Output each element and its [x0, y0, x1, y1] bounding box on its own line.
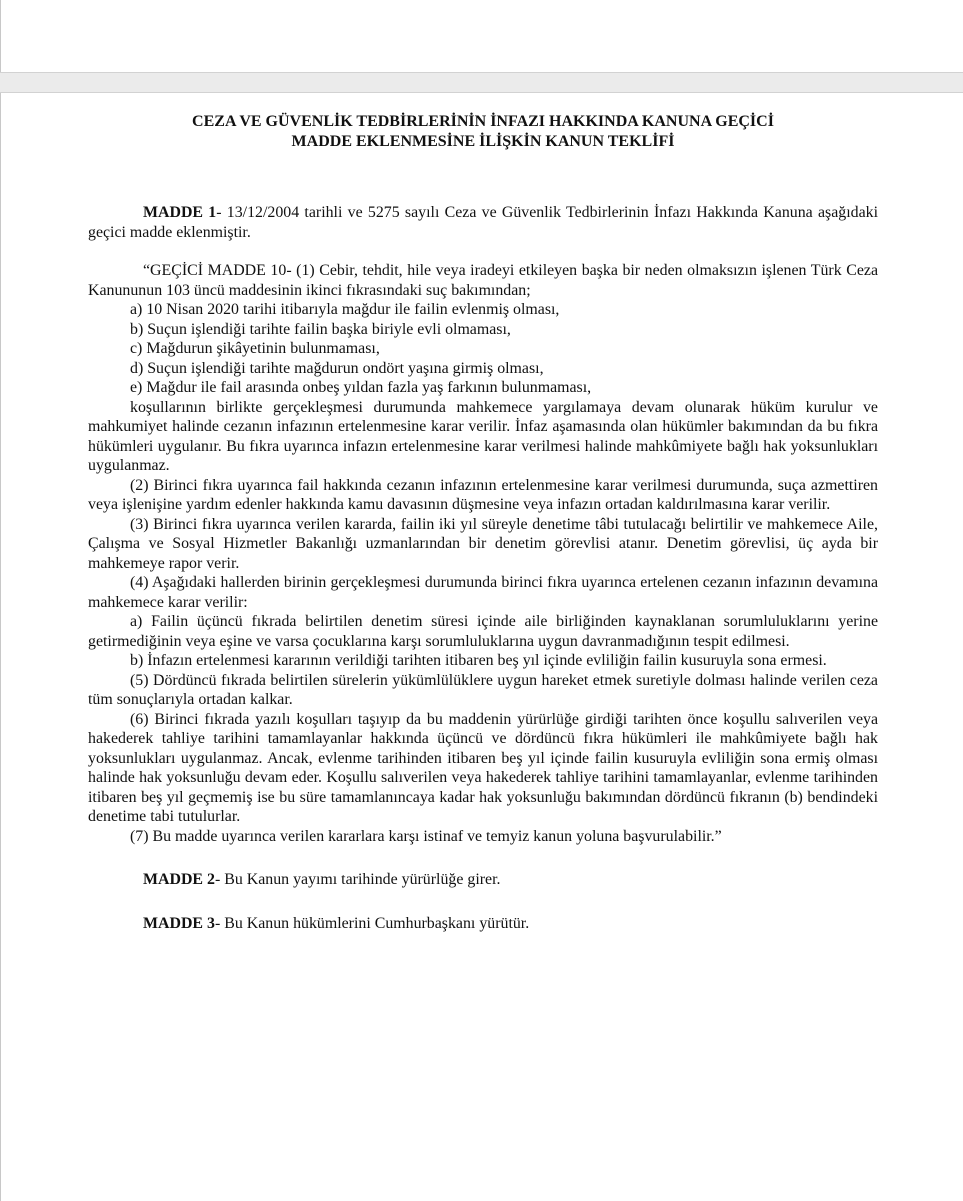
madde-1 — [88, 203, 878, 242]
document-title — [88, 112, 878, 152]
condition-c: c) Mağdurun şikâyetinin bulunmaması, — [130, 340, 380, 357]
madde-2 — [88, 870, 878, 890]
madde-1-text: - 13/12/2004 tarihli ve 5275 sayılı Ceza ve Güvenlik Tedbirlerinin İnfazı Hakkında Kanuna aşağıdaki geçici madde eklenmiştir. — [88, 204, 878, 241]
condition-d: d) Suçun işlendiği tarihte mağdurun ondört yaşına girmiş olması, — [130, 359, 544, 377]
paragraph-2: (2) Birinci fıkra uyarınca fail hakkında cezanın infazının ertelenmesine karar verilmesi durumunda, suça azmettiren veya işlenişine yardım edenler hakkında kamu davasının düşmesine veya infazın ortadan kaldırılmasına karar verilir. — [88, 476, 878, 513]
paragraph-1-rest: koşullarının birlikte gerçekleşmesi durumunda mahkemece yargılamaya devam olunarak hüküm kurulur ve mahkumiyet halinde cezanın infazının ertelenmesine karar verilir. İnfaz aşamasında olan hükümler bakımından da bu fıkra hükümleri uygulanır. Bu fıkra uyarınca infazın ertelenmesine karar verilmesi halinde mahkûmiyete bağlı hak yoksunlukları uygulanmaz. — [88, 398, 878, 474]
condition-a: a) 10 Nisan 2020 tarihi itibarıyla mağdur ile failin evlenmiş olması, — [130, 301, 560, 318]
madde-3 — [88, 914, 878, 934]
madde-3-label: MADDE 3 — [143, 914, 215, 932]
madde-2-text: - Bu Kanun yayımı tarihinde yürürlüğe girer. — [214, 871, 501, 888]
gecici-madde-intro: “GEÇİCİ MADDE 10- (1) Cebir, tehdit, hile veya iradeyi etkileyen başka bir neden olmaksızın işlenen Türk Ceza Kanununun 103 üncü maddesinin ikinci fıkrasındaki suç bakımından; — [88, 262, 878, 299]
madde-1-label: MADDE 1 — [143, 204, 217, 221]
paragraph-4: (4) Aşağıdaki hallerden birinin gerçekleşmesi durumunda birinci fıkra uyarınca ertelenen cezanın infazının devamına mahkemece karar verilir: — [88, 574, 878, 611]
paragraph-6: (6) Birinci fıkrada yazılı koşulları taşıyıp da bu maddenin yürürlüğe girdiği tarihten önce koşullu salıverilen veya hakederek tahliye tarihini tamamlayanlar hakkında üçüncü ve dördüncü fıkra hükümleri ile mahkûmiyete bağlı hak yoksunlukları uygulanmaz. Ancak, evlenme tarihinden itibaren beş yıl içinde failin kusuruyla evliliğin sona ermiş olması halinde hak yoksunluğu devam eder. Koşullu salıverilen veya hakederek tahliye tarihini tamamlayanlar, evlenme tarihinden itibaren beş yıl geçmemiş ise bu süre tamamlanıncaya kadar hak yoksunluğu bakımından dördüncü fıkranın (b) bendindeki denetime tabi tutulurlar. — [88, 710, 878, 825]
condition-b: b) Suçun işlendiği tarihte failin başka biriyle evli olmaması, — [130, 320, 511, 338]
madde-2-label: MADDE 2 — [143, 871, 215, 888]
paragraph-5: (5) Dördüncü fıkrada belirtilen sürelerin yükümlülüklere uygun hareket etmek suretiyle dolması halinde verilen ceza tüm sonuçlarıyla ortadan kalkar. — [88, 671, 878, 708]
paragraph-7: (7) Bu madde uyarınca verilen kararlara karşı istinaf ve temyiz kanun yoluna başvurulabilir.” — [130, 827, 722, 845]
paragraph-4-a: a) Failin üçüncü fıkrada belirtilen denetim süresi içinde aile birliğinden kaynaklanan sorumluluklarını yerine getirmediğinin veya eşine ve varsa çocuklarına karşı sorumluluklarına uygun davranmadığının tespit edilmesi. — [88, 613, 878, 650]
title-line-2: MADDE EKLENMESİNE İLİŞKİN KANUN TEKLİFİ — [291, 133, 675, 150]
document-content — [88, 112, 878, 933]
madde-3-text: - Bu Kanun hükümlerini Cumhurbaşkanı yürütür. — [214, 914, 530, 932]
condition-e: e) Mağdur ile fail arasında onbeş yıldan fazla yaş farkının bulunmaması, — [130, 379, 592, 396]
paragraph-4-b: b) İnfazın ertelenmesi kararının verildiği tarihten itibaren beş yıl içinde evliliğin failin kusuruyla sona ermesi. — [130, 652, 827, 669]
page-edge — [0, 93, 1, 1201]
previous-page — [0, 0, 963, 73]
paragraph-3: (3) Birinci fıkra uyarınca verilen kararda, failin iki yıl süreyle denetime tâbi tutulacağı belirtilir ve mahkemece Aile, Çalışma ve Sosyal Hizmetler Bakanlığı uzmanlarından bir denetim görevlisi atanır. Denetim görevlisi, üç ayda bir mahkemeye rapor verir. — [88, 515, 878, 572]
title-line-1: CEZA VE GÜVENLİK TEDBİRLERİNİN İNFAZI HAKKINDA KANUNA GEÇİCİ — [192, 113, 774, 130]
page-edge — [0, 0, 1, 72]
